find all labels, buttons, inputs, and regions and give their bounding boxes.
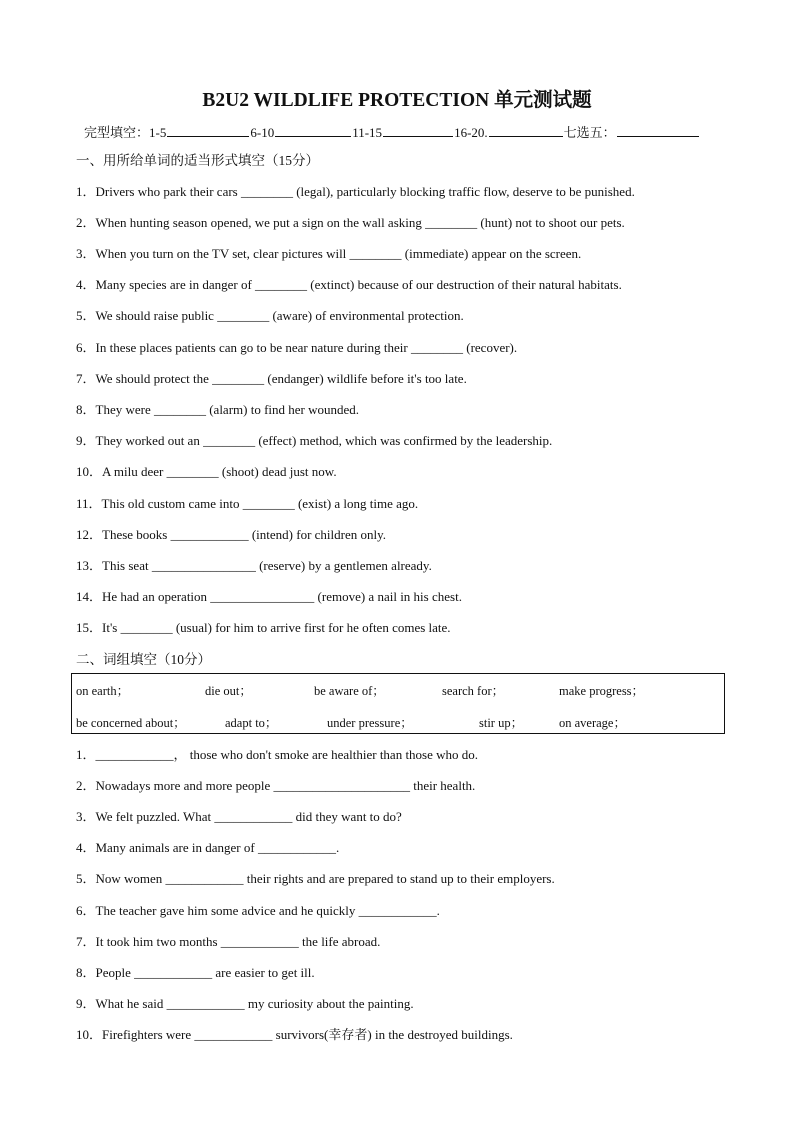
phrase-bank-word: on earth； bbox=[76, 684, 130, 698]
phrase-bank-word: search for； bbox=[442, 684, 505, 698]
phrase-bank-word: make progress； bbox=[559, 684, 645, 698]
answer-range-1: 1-5 bbox=[149, 125, 167, 140]
question-item: 14．He had an operation ________________ (remove) a nail in his chest. bbox=[76, 589, 462, 604]
answer-blank bbox=[167, 124, 249, 137]
phrase-bank-word: adapt to； bbox=[225, 716, 278, 730]
question-item: 3．We felt puzzled. What ____________ did they want to do? bbox=[76, 809, 402, 824]
question-item: 9．They worked out an ________ (effect) method, which was confirmed by the leadership. bbox=[76, 433, 553, 448]
phrase-bank-word: be aware of； bbox=[314, 684, 385, 698]
phrase-bank-word: stir up； bbox=[479, 716, 524, 730]
question-item: 3．When you turn on the TV set, clear pictures will ________ (immediate) appear on the screen. bbox=[76, 246, 582, 261]
phrase-bank-word: die out； bbox=[205, 684, 252, 698]
question-item: 10．A milu deer ________ (shoot) dead just now. bbox=[76, 464, 337, 479]
question-item: 1．____________， those who don't smoke are healthier than those who do. bbox=[76, 747, 479, 762]
phrase-bank-word: under pressure； bbox=[327, 716, 413, 730]
page-title: B2U2 WILDLIFE PROTECTION 单元测试题 bbox=[202, 90, 592, 111]
answer-range-5: 七选五： bbox=[563, 125, 616, 140]
question-item: 6．The teacher gave him some advice and he quickly ____________. bbox=[76, 903, 440, 918]
answer-blank bbox=[489, 124, 563, 137]
question-item: 7．It took him two months ____________ the life abroad. bbox=[76, 934, 381, 949]
phrase-bank-word: be concerned about； bbox=[76, 716, 186, 730]
section-heading-1: 一、用所给单词的适当形式填空（15分） bbox=[76, 153, 319, 168]
question-item: 12．These books ____________ (intend) for children only. bbox=[76, 527, 387, 542]
question-item: 7．We should protect the ________ (endanger) wildlife before it's too late. bbox=[76, 371, 467, 386]
answer-label: 完型填空： bbox=[84, 125, 150, 140]
section-heading-2: 二、词组填空（10分） bbox=[76, 652, 211, 667]
question-item: 5．We should raise public ________ (aware) of environmental protection. bbox=[76, 308, 464, 323]
answer-range-4: 16-20. bbox=[454, 125, 488, 140]
answer-summary-line bbox=[84, 122, 700, 141]
answer-range-3: 11-15 bbox=[352, 125, 383, 140]
question-item: 10．Firefighters were ____________ survivors(幸存者) in the destroyed buildings. bbox=[76, 1027, 513, 1042]
question-item: 6．In these places patients can go to be near nature during their ________ (recover). bbox=[76, 340, 518, 355]
answer-blank bbox=[275, 124, 351, 137]
question-item: 1．Drivers who park their cars ________ (legal), particularly blocking traffic flow, deserve to be punished. bbox=[76, 184, 635, 199]
question-item: 13．This seat ________________ (reserve) by a gentlemen already. bbox=[76, 558, 432, 573]
phrase-bank-box bbox=[71, 673, 725, 734]
question-item: 15．It's ________ (usual) for him to arrive first for he often comes late. bbox=[76, 620, 451, 635]
answer-blank bbox=[383, 124, 453, 137]
question-item: 8．People ____________ are easier to get ill. bbox=[76, 965, 315, 980]
question-item: 4．Many species are in danger of ________ (extinct) because of our destruction of their natural habitats. bbox=[76, 277, 622, 292]
question-item: 4．Many animals are in danger of ____________. bbox=[76, 840, 340, 855]
question-item: 8．They were ________ (alarm) to find her wounded. bbox=[76, 402, 360, 417]
answer-range-2: 6-10 bbox=[250, 125, 275, 140]
question-item: 2．When hunting season opened, we put a sign on the wall asking ________ (hunt) not to shoot our pets. bbox=[76, 215, 625, 230]
answer-blank bbox=[617, 124, 699, 137]
question-item: 11．This old custom came into ________ (exist) a long time ago. bbox=[76, 496, 419, 511]
phrase-bank-word: on average； bbox=[559, 716, 626, 730]
question-item: 2．Nowadays more and more people _____________________ their health. bbox=[76, 778, 476, 793]
question-item: 9．What he said ____________ my curiosity about the painting. bbox=[76, 996, 414, 1011]
question-item: 5．Now women ____________ their rights and are prepared to stand up to their employers. bbox=[76, 871, 555, 886]
